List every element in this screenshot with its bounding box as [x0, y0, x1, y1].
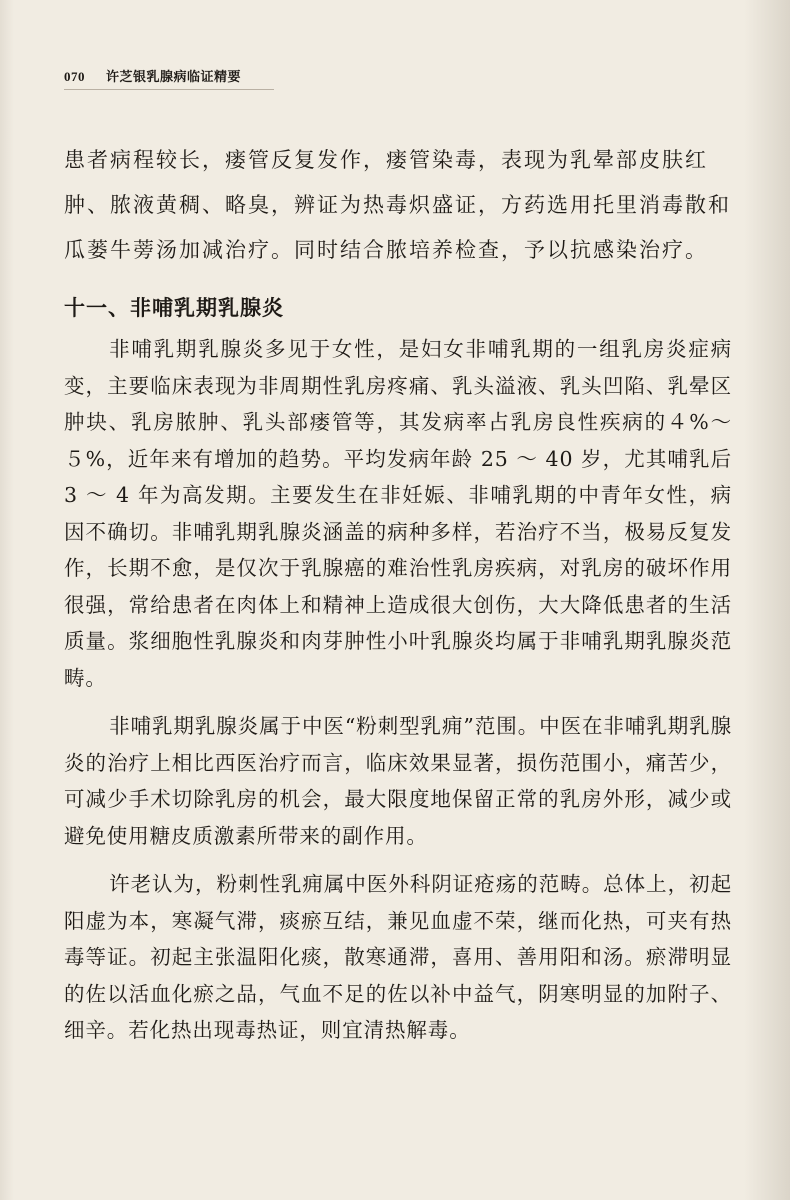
paragraph-tcm-scope: 非哺乳期乳腺炎属于中医“粉刺型乳痈”范围。中医在非哺乳期乳腺炎的治疗上相比西医治疗而言，临床效果显著，损伤范围小，痛苦少，可减少手术切除乳房的机会，最大限度地保留正常的乳房外形，减少或避免使用糖皮质激素所带来的副作用。	[64, 714, 732, 848]
opening-paragraph: 患者病程较长，瘘管反复发作，瘘管染毒，表现为乳晕部皮肤红肿、脓液黄稠、略臭，辨证为热毒炽盛证，方药选用托里消毒散和瓜蒌牛蒡汤加减治疗。同时结合脓培养检查，予以抗感染治疗。	[64, 148, 731, 262]
page-gutter-shadow	[0, 0, 14, 1200]
paragraph-definition: 非哺乳期乳腺炎多见于女性，是妇女非哺乳期的一组乳房炎症病变，主要临床表现为非周期性乳房疼痛、乳头溢液、乳头凹陷、乳晕区肿块、乳房脓肿、乳头部瘘管等，其发病率占乳房良性疾病的４%～５%，近年来有增加的趋势。平均发病年龄 25 ～ 40 岁，尤其哺乳后 3 ～ 4 年为高发期。主要发生在非妊娠、非哺乳期的中青年女性，病因不确切。非哺乳期乳腺炎涵盖的病种多样，若治疗不当，极易反复发作，长期不愈，是仅次于乳腺癌的难治性乳房疾病，对乳房的破坏作用很强，常给患者在肉体上和精神上造成很大创伤，大大降低患者的生活质量。浆细胞性乳腺炎和肉芽肿性小叶乳腺炎均属于非哺乳期乳腺炎范畴。	[64, 337, 732, 690]
book-title: 许芝银乳腺病临证精要	[106, 70, 242, 85]
section-body	[64, 331, 732, 1049]
running-header	[64, 66, 241, 85]
paragraph-xu-view: 许老认为，粉刺性乳痈属中医外科阴证疮疡的范畴。总体上，初起阳虚为本，寒凝气滞，痰瘀互结，兼见血虚不荣，继而化热，可夹有热毒等证。初起主张温阳化痰，散寒通滞，喜用、善用阳和汤。瘀滞明显的佐以活血化瘀之品，气血不足的佐以补中益气，阴寒明显的加附子、细辛。若化热出现毒热证，则宜清热解毒。	[64, 872, 732, 1042]
section-heading: 十一、非哺乳期乳腺炎	[64, 296, 284, 320]
page-number: 070	[64, 69, 85, 84]
page-edge-shadow	[744, 0, 790, 1200]
header-divider	[64, 89, 274, 90]
